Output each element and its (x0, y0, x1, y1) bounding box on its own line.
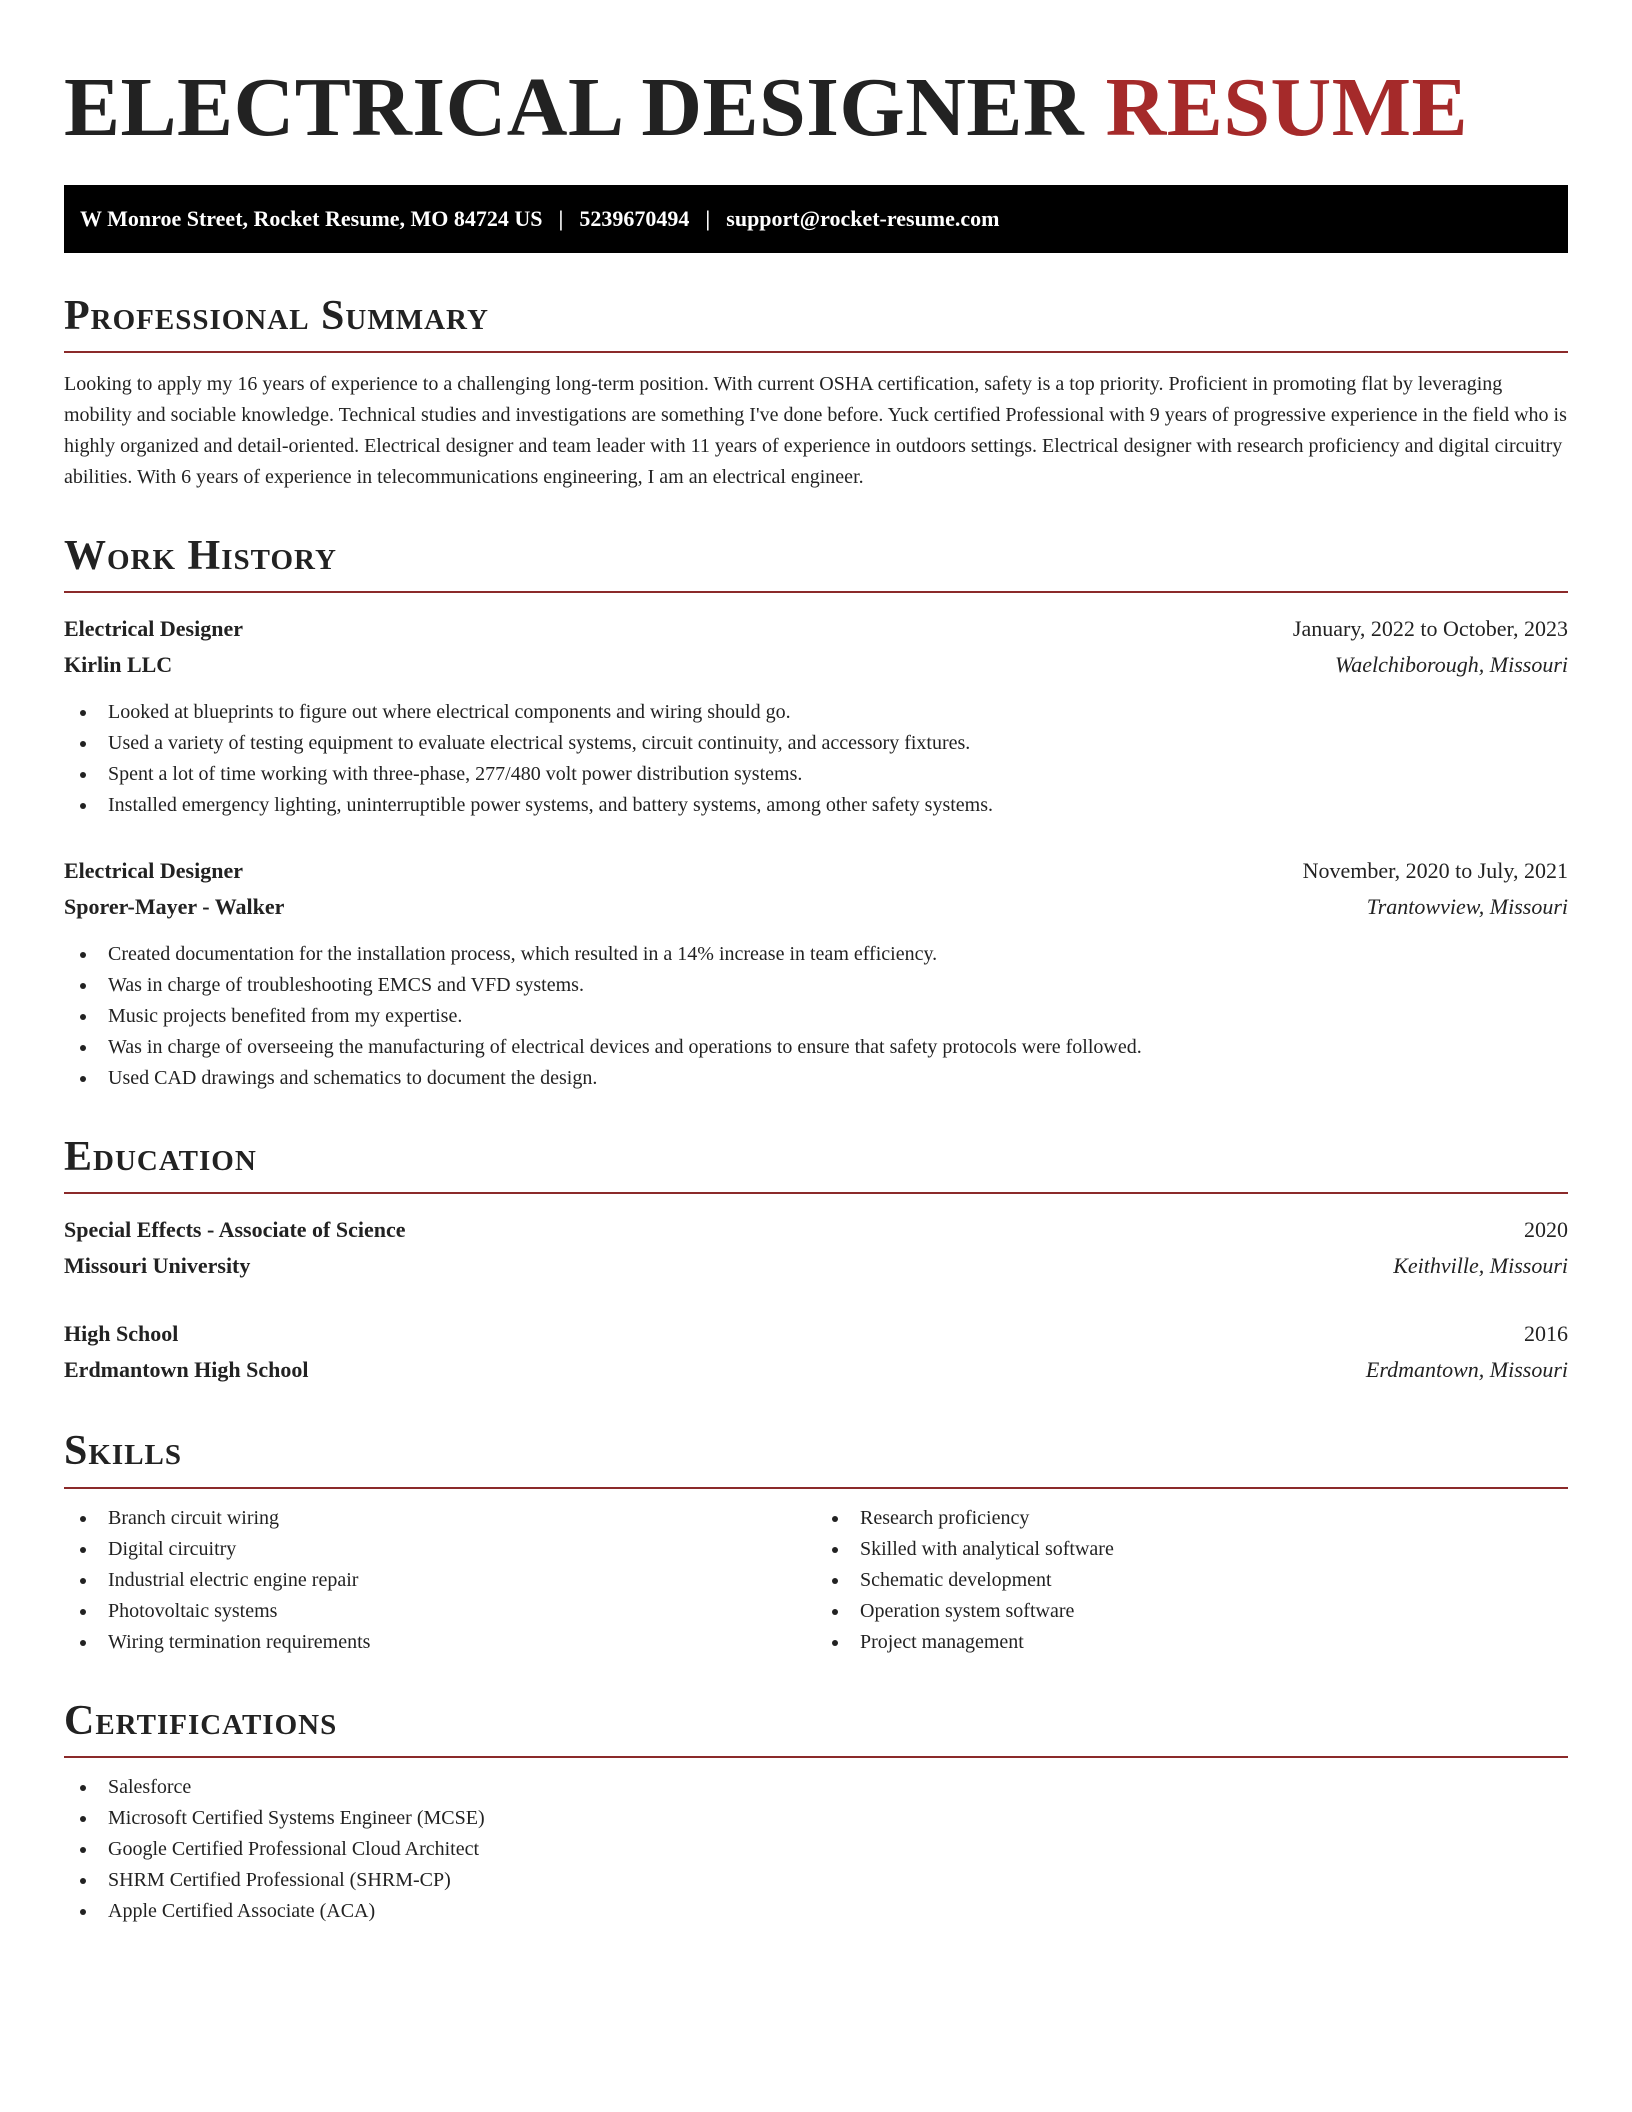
summary-section (64, 293, 1568, 493)
job-bullet: Used a variety of testing equipment to evaluate electrical systems, circuit continuity, and accessory fixtures. (80, 728, 1568, 759)
education-entry (64, 1316, 1568, 1388)
education-school: Erdmantown High School (64, 1357, 309, 1383)
education-heading: Education (64, 1134, 1568, 1194)
skill-item: Skilled with analytical software (832, 1534, 1568, 1565)
summary-text: Looking to apply my 16 years of experience to a challenging long-term position. With current OSHA certification, safety is a top priority. Proficient in promoting flat by leveraging mobility and sociable knowledge. Technical studies and investigations are something I've done before. Yuck certified Professional with 9 years of progressive experience in the field who is highly organized and detail-oriented. Electrical designer and team leader with 11 years of experience in outdoors settings. Electrical designer with research proficiency and digital circuitry abilities. With 6 years of experience in telecommunications engineering, I am an electrical engineer. (64, 372, 1567, 488)
education-degree: High School (64, 1321, 179, 1347)
contact-bar (64, 185, 1568, 253)
contact-separator: | (705, 205, 711, 231)
certification-item: Salesforce (80, 1772, 1568, 1803)
certification-item: Apple Certified Associate (ACA) (80, 1896, 1568, 1927)
contact-separator: | (558, 205, 564, 231)
skills-left-list (64, 1503, 816, 1658)
skill-item: Photovoltaic systems (80, 1596, 816, 1627)
skill-item: Wiring termination requirements (80, 1627, 816, 1658)
title-accent: RESUME (1105, 61, 1469, 154)
job-bullet: Used CAD drawings and schematics to document the design. (80, 1063, 1568, 1094)
skills-heading: Skills (64, 1428, 1568, 1488)
skill-item: Digital circuitry (80, 1534, 816, 1565)
job-bullet: Created documentation for the installation process, which resulted in a 14% increase in team efficiency. (80, 939, 1568, 970)
certifications-list (64, 1772, 1568, 1927)
certification-item: SHRM Certified Professional (SHRM-CP) (80, 1865, 1568, 1896)
certification-item: Microsoft Certified Systems Engineer (MCSE) (80, 1803, 1568, 1834)
skill-item: Project management (832, 1627, 1568, 1658)
skills-right-list (816, 1503, 1568, 1658)
skills-section (64, 1428, 1568, 1657)
contact-phone: 5239670494 (579, 205, 690, 231)
education-school: Missouri University (64, 1253, 251, 1279)
job-location: Trantowview, Missouri (1366, 894, 1568, 920)
education-entry (64, 1212, 1568, 1284)
skills-columns (64, 1503, 1568, 1658)
job-bullet: Was in charge of troubleshooting EMCS and VFD systems. (80, 970, 1568, 1001)
job-bullet: Was in charge of overseeing the manufacturing of electrical devices and operations to ensure that safety protocols were followed. (80, 1032, 1568, 1063)
job-dates: January, 2022 to October, 2023 (1292, 616, 1568, 642)
job-entry (64, 853, 1568, 1094)
job-bullets (64, 697, 1568, 821)
skill-item: Branch circuit wiring (80, 1503, 816, 1534)
job-company: Sporer-Mayer - Walker (64, 894, 285, 920)
education-degree: Special Effects - Associate of Science (64, 1217, 406, 1243)
summary-heading: Professional Summary (64, 293, 1568, 353)
contact-address: W Monroe Street, Rocket Resume, MO 84724 US (80, 205, 543, 231)
resume-title (64, 58, 1568, 159)
contact-email: support@rocket-resume.com (726, 205, 1000, 231)
skill-item: Schematic development (832, 1565, 1568, 1596)
work-history-section (64, 533, 1568, 1094)
skill-item: Operation system software (832, 1596, 1568, 1627)
job-bullet: Spent a lot of time working with three-phase, 277/480 volt power distribution systems. (80, 759, 1568, 790)
certification-item: Google Certified Professional Cloud Architect (80, 1834, 1568, 1865)
education-location: Keithville, Missouri (1393, 1253, 1568, 1279)
job-company: Kirlin LLC (64, 652, 173, 678)
education-year: 2016 (1524, 1321, 1568, 1347)
work-history-heading: Work History (64, 533, 1568, 593)
job-bullet: Music projects benefited from my expertise. (80, 1001, 1568, 1032)
education-year: 2020 (1524, 1217, 1568, 1243)
title-main: ELECTRICAL DESIGNER (64, 61, 1085, 154)
job-bullet: Looked at blueprints to figure out where electrical components and wiring should go. (80, 697, 1568, 728)
skill-item: Research proficiency (832, 1503, 1568, 1534)
job-bullets (64, 939, 1568, 1094)
skill-item: Industrial electric engine repair (80, 1565, 816, 1596)
certifications-heading: Certifications (64, 1698, 1568, 1758)
education-section (64, 1134, 1568, 1388)
job-location: Waelchiborough, Missouri (1334, 652, 1568, 678)
job-title: Electrical Designer (64, 616, 243, 642)
job-entry (64, 611, 1568, 821)
job-title: Electrical Designer (64, 858, 243, 884)
job-bullet: Installed emergency lighting, uninterruptible power systems, and battery systems, among other safety systems. (80, 790, 1568, 821)
certifications-section (64, 1698, 1568, 1927)
job-dates: November, 2020 to July, 2021 (1302, 858, 1568, 884)
education-location: Erdmantown, Missouri (1365, 1357, 1568, 1383)
